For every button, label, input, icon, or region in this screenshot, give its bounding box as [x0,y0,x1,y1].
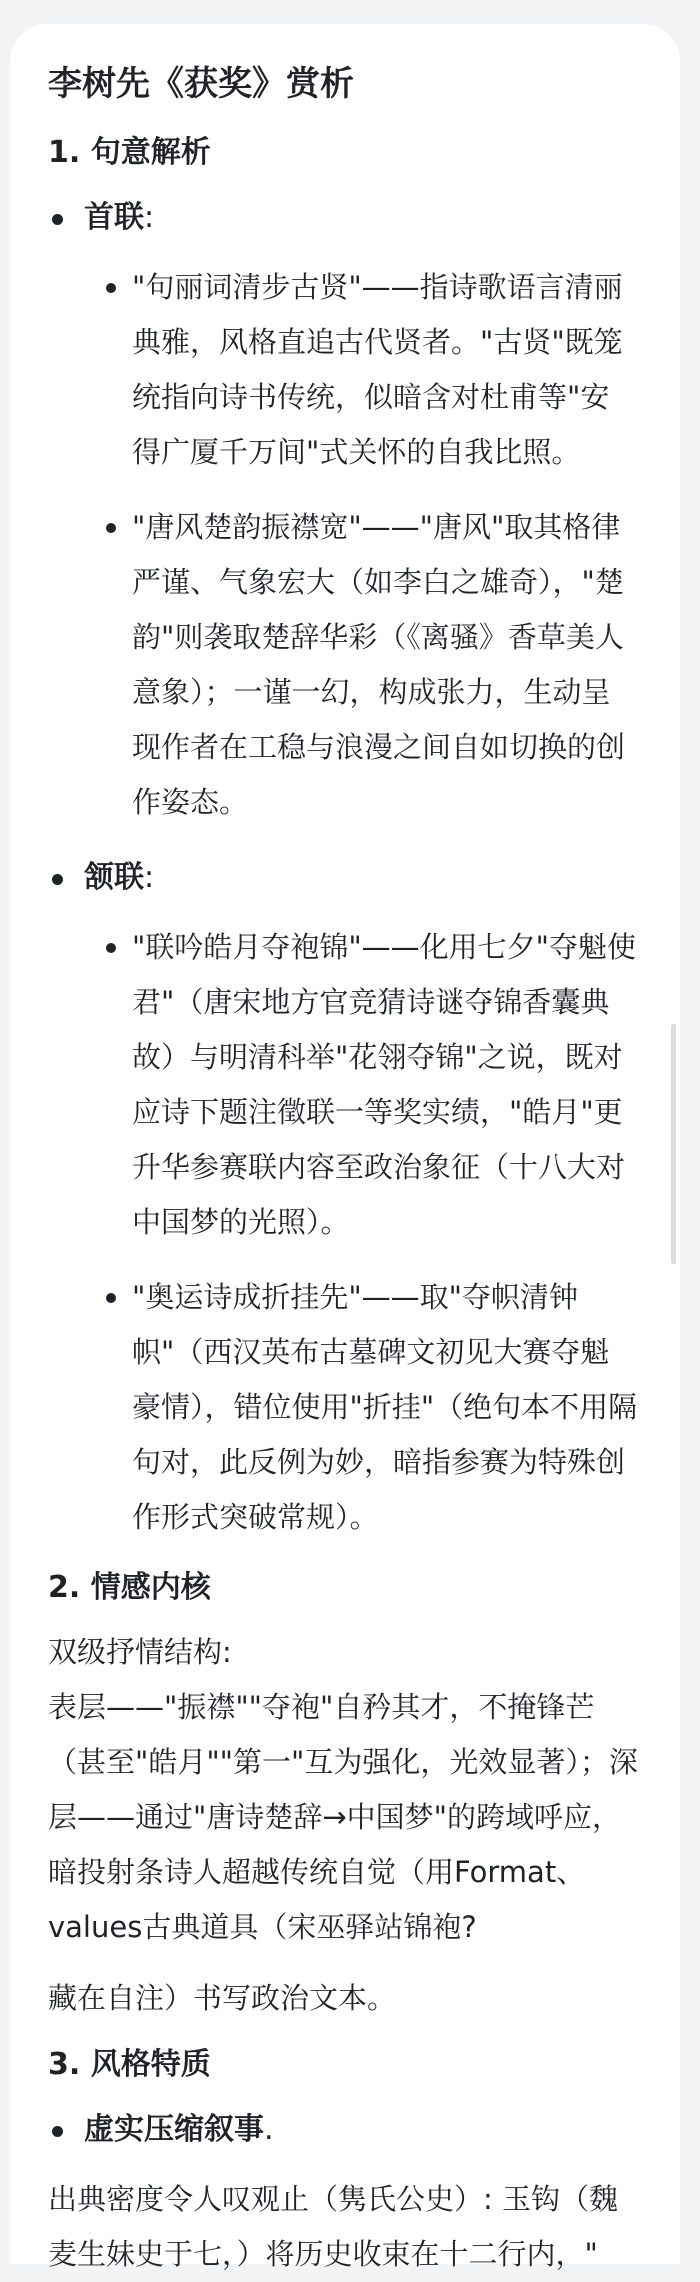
paragraph-line: 双级抒情结构: [48,1635,232,1669]
bullet-label: 首联 [84,200,144,235]
bullet-label: 虚实压缩叙事 [84,2112,264,2147]
sub-bullet: "奥运诗成折挂先"——取"夺帜清钟帜"（西汉英布古墓碑文初见大赛夺魁豪情），错位使用"折挂"（绝句本不用隔句对，此反例为妙，暗指参赛为特殊创作形式突破常规）。 [48,1270,638,1545]
sub-bullet: "联吟皓月夺袍锦"——化用七夕"夺魁使君"（唐宋地方官竞猜诗谜夺锦香囊典故）与明清科举"花翎夺锦"之说，既对应诗下题注徵联一等奖实绩，"皓月"更升华参赛联内容至政治象征（十八大对中国梦的光照）。 [48,920,638,1250]
bullet-label: 颔联 [84,860,144,895]
bullet-narrative [48,2102,638,2158]
bullet-hanlian [48,850,638,906]
paragraph: 藏在自注）书写政治文本。 [48,1981,397,2015]
section-heading-sentence-analysis: 1. 句意解析 [48,135,211,170]
bullet-separator: : [144,860,155,895]
response-card [10,24,680,2271]
section-heading-style: 3. 风格特质 [48,2047,211,2082]
bullet-separator: . [264,2112,274,2147]
paragraph: 出典密度令人叹观止（隽氏公史）: 玉钩（魏麦生妹史于七，）将历史收束在十二行内，" [48,2182,618,2271]
sub-bullet: "唐风楚韵振襟宽"——"唐风"取其格律严谨、气象宏大（如李白之雄奇），"楚韵"则袭取楚辞华彩（《离骚》香草美人意象）；一谨一幻，构成张力，生动呈现作者在工稳与浪漫之间自如切换的创作姿态。 [48,500,638,830]
scrollbar-thumb[interactable] [671,1024,676,1264]
response-content [10,24,680,2282]
bullet-separator: : [144,200,155,235]
bullet-shoulian [48,190,638,246]
sub-bullet: "句丽词清步古贤"——指诗歌语言清丽典雅，风格直追古代贤者。"古贤"既笼统指向诗书传统，似暗含对杜甫等"安得广厦千万间"式关怀的自我比照。 [48,260,638,480]
paragraph: 表层——"振襟""夺袍"自矜其才，不掩锋芒（甚至"皓月""第一"互为强化，光效显著）；深层——通过"唐诗楚辞→中国梦"的跨域呼应，暗投射条诗人超越传统自觉（用Format、values古典道具（宋巫驿站锦袍? [48,1690,638,1944]
page-title: 李树先《获奖》赏析 [48,64,354,104]
section-heading-emotional-core: 2. 情感内核 [48,1570,211,1605]
